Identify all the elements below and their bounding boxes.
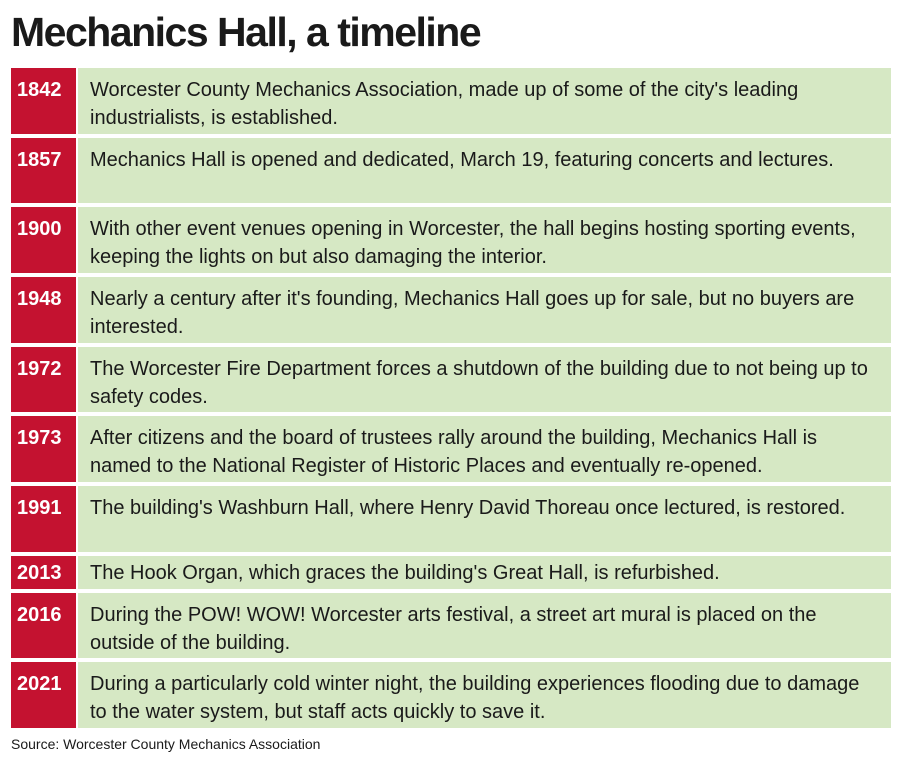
timeline-description: Mechanics Hall is opened and dedicated, March 19, featuring concerts and lectures.	[78, 138, 891, 204]
timeline	[11, 68, 891, 728]
timeline-description: With other event venues opening in Worcester, the hall begins hosting sporting events, keeping the lights on but also damaging the interior.	[78, 207, 891, 273]
timeline-row	[11, 556, 891, 589]
timeline-description: The Worcester Fire Department forces a shutdown of the building due to not being up to safety codes.	[78, 347, 891, 413]
timeline-description: During a particularly cold winter night, the building experiences flooding due to damage to the water system, but staff acts quickly to save it.	[78, 662, 891, 728]
timeline-year: 1972	[11, 347, 76, 413]
page-title: Mechanics Hall, a timeline	[11, 9, 481, 55]
timeline-year: 1991	[11, 486, 76, 552]
timeline-year: 1842	[11, 68, 76, 134]
timeline-year: 2016	[11, 593, 76, 659]
timeline-year: 1857	[11, 138, 76, 204]
timeline-year: 2013	[11, 556, 76, 589]
source-credit: Source: Worcester County Mechanics Association	[11, 736, 321, 752]
timeline-description: During the POW! WOW! Worcester arts festival, a street art mural is placed on the outside of the building.	[78, 593, 891, 659]
timeline-row	[11, 207, 891, 273]
timeline-description: After citizens and the board of trustees rally around the building, Mechanics Hall is named to the National Register of Historic Places and eventually re-opened.	[78, 416, 891, 482]
timeline-row	[11, 662, 891, 728]
timeline-description: Worcester County Mechanics Association, made up of some of the city's leading industrialists, is established.	[78, 68, 891, 134]
timeline-description: Nearly a century after it's founding, Mechanics Hall goes up for sale, but no buyers are interested.	[78, 277, 891, 343]
timeline-row	[11, 347, 891, 413]
timeline-row	[11, 277, 891, 343]
timeline-row	[11, 68, 891, 134]
timeline-year: 2021	[11, 662, 76, 728]
timeline-description: The building's Washburn Hall, where Henry David Thoreau once lectured, is restored.	[78, 486, 891, 552]
timeline-year: 1973	[11, 416, 76, 482]
timeline-row	[11, 138, 891, 204]
timeline-description: The Hook Organ, which graces the building's Great Hall, is refurbished.	[78, 556, 891, 589]
timeline-year: 1900	[11, 207, 76, 273]
timeline-row	[11, 486, 891, 552]
timeline-row	[11, 416, 891, 482]
timeline-row	[11, 593, 891, 659]
timeline-year: 1948	[11, 277, 76, 343]
